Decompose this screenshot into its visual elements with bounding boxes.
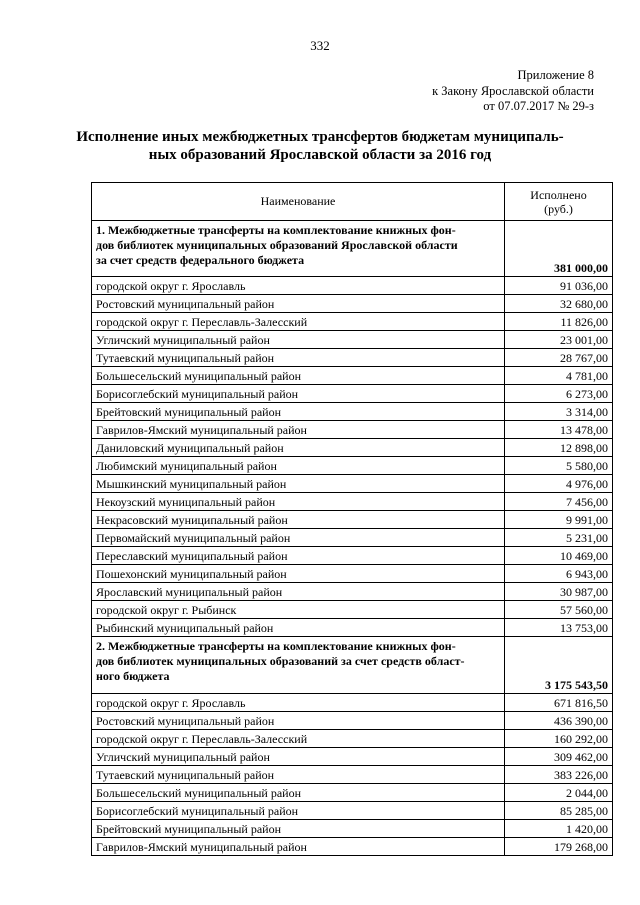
section-title-line: ного бюджета — [96, 669, 170, 683]
section-row — [92, 221, 613, 277]
table-row — [92, 493, 613, 511]
municipality-name-cell: Гаврилов-Ямский муниципальный район — [92, 421, 505, 439]
table-row — [92, 349, 613, 367]
executed-amount-cell: 383 226,00 — [505, 766, 613, 784]
section-title-cell — [92, 221, 505, 277]
municipality-name-cell: Ростовский муниципальный район — [92, 712, 505, 730]
table-row — [92, 475, 613, 493]
table-row — [92, 730, 613, 748]
section-title-line: за счет средств федерального бюджета — [96, 253, 305, 267]
header-value-cell — [505, 183, 613, 221]
executed-amount-cell: 5 580,00 — [505, 457, 613, 475]
executed-amount-cell: 309 462,00 — [505, 748, 613, 766]
executed-amount-cell: 179 268,00 — [505, 838, 613, 856]
table-row — [92, 838, 613, 856]
municipality-name-cell: Большесельский муниципальный район — [92, 367, 505, 385]
executed-amount-cell: 1 420,00 — [505, 820, 613, 838]
executed-amount-cell: 10 469,00 — [505, 547, 613, 565]
section-title-line: дов библиотек муниципальных образований Ярославской области — [96, 238, 458, 252]
transfers-table — [91, 182, 613, 856]
table-header-row — [92, 183, 613, 221]
executed-amount-cell: 4 781,00 — [505, 367, 613, 385]
executed-amount-cell: 4 976,00 — [505, 475, 613, 493]
municipality-name-cell: городской округ г. Ярославль — [92, 694, 505, 712]
executed-amount-cell: 7 456,00 — [505, 493, 613, 511]
municipality-name-cell: Пошехонский муниципальный район — [92, 565, 505, 583]
table-row — [92, 712, 613, 730]
table-row — [92, 619, 613, 637]
municipality-name-cell: городской округ г. Переславль-Залесский — [92, 730, 505, 748]
header-value-line: (руб.) — [544, 201, 573, 216]
municipality-name-cell: Брейтовский муниципальный район — [92, 820, 505, 838]
executed-amount-cell: 85 285,00 — [505, 802, 613, 820]
appendix-reference — [432, 68, 594, 115]
municipality-name-cell: Любимский муниципальный район — [92, 457, 505, 475]
municipality-name-cell: Тутаевский муниципальный район — [92, 349, 505, 367]
municipality-name-cell: Гаврилов-Ямский муниципальный район — [92, 838, 505, 856]
executed-amount-cell: 436 390,00 — [505, 712, 613, 730]
executed-amount-cell: 91 036,00 — [505, 277, 613, 295]
executed-amount-cell: 13 478,00 — [505, 421, 613, 439]
executed-amount-cell: 13 753,00 — [505, 619, 613, 637]
municipality-name-cell: Брейтовский муниципальный район — [92, 403, 505, 421]
document-title — [70, 128, 570, 164]
page-number: 332 — [310, 38, 330, 53]
municipality-name-cell: Первомайский муниципальный район — [92, 529, 505, 547]
municipality-name-cell: Некоузский муниципальный район — [92, 493, 505, 511]
municipality-name-cell: Борисоглебский муниципальный район — [92, 802, 505, 820]
table-row — [92, 583, 613, 601]
municipality-name-cell: Угличский муниципальный район — [92, 331, 505, 349]
appendix-line: к Закону Ярославской области — [432, 83, 594, 98]
table-row — [92, 439, 613, 457]
municipality-name-cell: Даниловский муниципальный район — [92, 439, 505, 457]
table-body — [92, 183, 613, 856]
table-row — [92, 748, 613, 766]
municipality-name-cell: городской округ г. Ярославль — [92, 277, 505, 295]
header-name-cell: Наименование — [92, 183, 505, 221]
executed-amount-cell: 9 991,00 — [505, 511, 613, 529]
table-row — [92, 421, 613, 439]
appendix-line: Приложение 8 — [517, 68, 594, 82]
executed-amount-cell: 30 987,00 — [505, 583, 613, 601]
municipality-name-cell: городской округ г. Рыбинск — [92, 601, 505, 619]
municipality-name-cell: Угличский муниципальный район — [92, 748, 505, 766]
executed-amount-cell: 2 044,00 — [505, 784, 613, 802]
executed-amount-cell: 57 560,00 — [505, 601, 613, 619]
table-row — [92, 784, 613, 802]
executed-amount-cell: 23 001,00 — [505, 331, 613, 349]
section-total-cell: 3 175 543,50 — [505, 637, 613, 694]
executed-amount-cell: 671 816,50 — [505, 694, 613, 712]
section-total-cell: 381 000,00 — [505, 221, 613, 277]
section-title-line: 2. Межбюджетные трансферты на комплектование книжных фон- — [96, 639, 456, 653]
table-row — [92, 694, 613, 712]
header-value-line: Исполнено — [530, 187, 587, 202]
table-row — [92, 367, 613, 385]
table-row — [92, 820, 613, 838]
municipality-name-cell: Ярославский муниципальный район — [92, 583, 505, 601]
executed-amount-cell: 28 767,00 — [505, 349, 613, 367]
section-title-line: 1. Межбюджетные трансферты на комплектование книжных фон- — [96, 223, 456, 237]
section-title-line: дов библиотек муниципальных образований за счет средств област- — [96, 654, 465, 668]
executed-amount-cell: 6 943,00 — [505, 565, 613, 583]
table-row — [92, 565, 613, 583]
municipality-name-cell: городской округ г. Переславль-Залесский — [92, 313, 505, 331]
section-title-cell — [92, 637, 505, 694]
table-row — [92, 529, 613, 547]
table-row — [92, 403, 613, 421]
executed-amount-cell: 5 231,00 — [505, 529, 613, 547]
table-row — [92, 457, 613, 475]
municipality-name-cell: Тутаевский муниципальный район — [92, 766, 505, 784]
table-row — [92, 511, 613, 529]
municipality-name-cell: Мышкинский муниципальный район — [92, 475, 505, 493]
executed-amount-cell: 11 826,00 — [505, 313, 613, 331]
table-row — [92, 547, 613, 565]
appendix-line: от 07.07.2017 № 29-з — [483, 99, 594, 113]
executed-amount-cell: 32 680,00 — [505, 295, 613, 313]
title-line: Исполнение иных межбюджетных трансфертов бюджетам муниципаль- — [76, 129, 564, 145]
executed-amount-cell: 12 898,00 — [505, 439, 613, 457]
table-row — [92, 295, 613, 313]
section-row — [92, 637, 613, 694]
municipality-name-cell: Переславский муниципальный район — [92, 547, 505, 565]
municipality-name-cell: Рыбинский муниципальный район — [92, 619, 505, 637]
table-row — [92, 313, 613, 331]
table-row — [92, 331, 613, 349]
title-line: ных образований Ярославской области за 2016 год — [148, 147, 492, 163]
table-row — [92, 277, 613, 295]
table-row — [92, 802, 613, 820]
table-row — [92, 766, 613, 784]
municipality-name-cell: Ростовский муниципальный район — [92, 295, 505, 313]
executed-amount-cell: 6 273,00 — [505, 385, 613, 403]
municipality-name-cell: Борисоглебский муниципальный район — [92, 385, 505, 403]
municipality-name-cell: Некрасовский муниципальный район — [92, 511, 505, 529]
municipality-name-cell: Большесельский муниципальный район — [92, 784, 505, 802]
executed-amount-cell: 160 292,00 — [505, 730, 613, 748]
executed-amount-cell: 3 314,00 — [505, 403, 613, 421]
table-row — [92, 601, 613, 619]
table-row — [92, 385, 613, 403]
